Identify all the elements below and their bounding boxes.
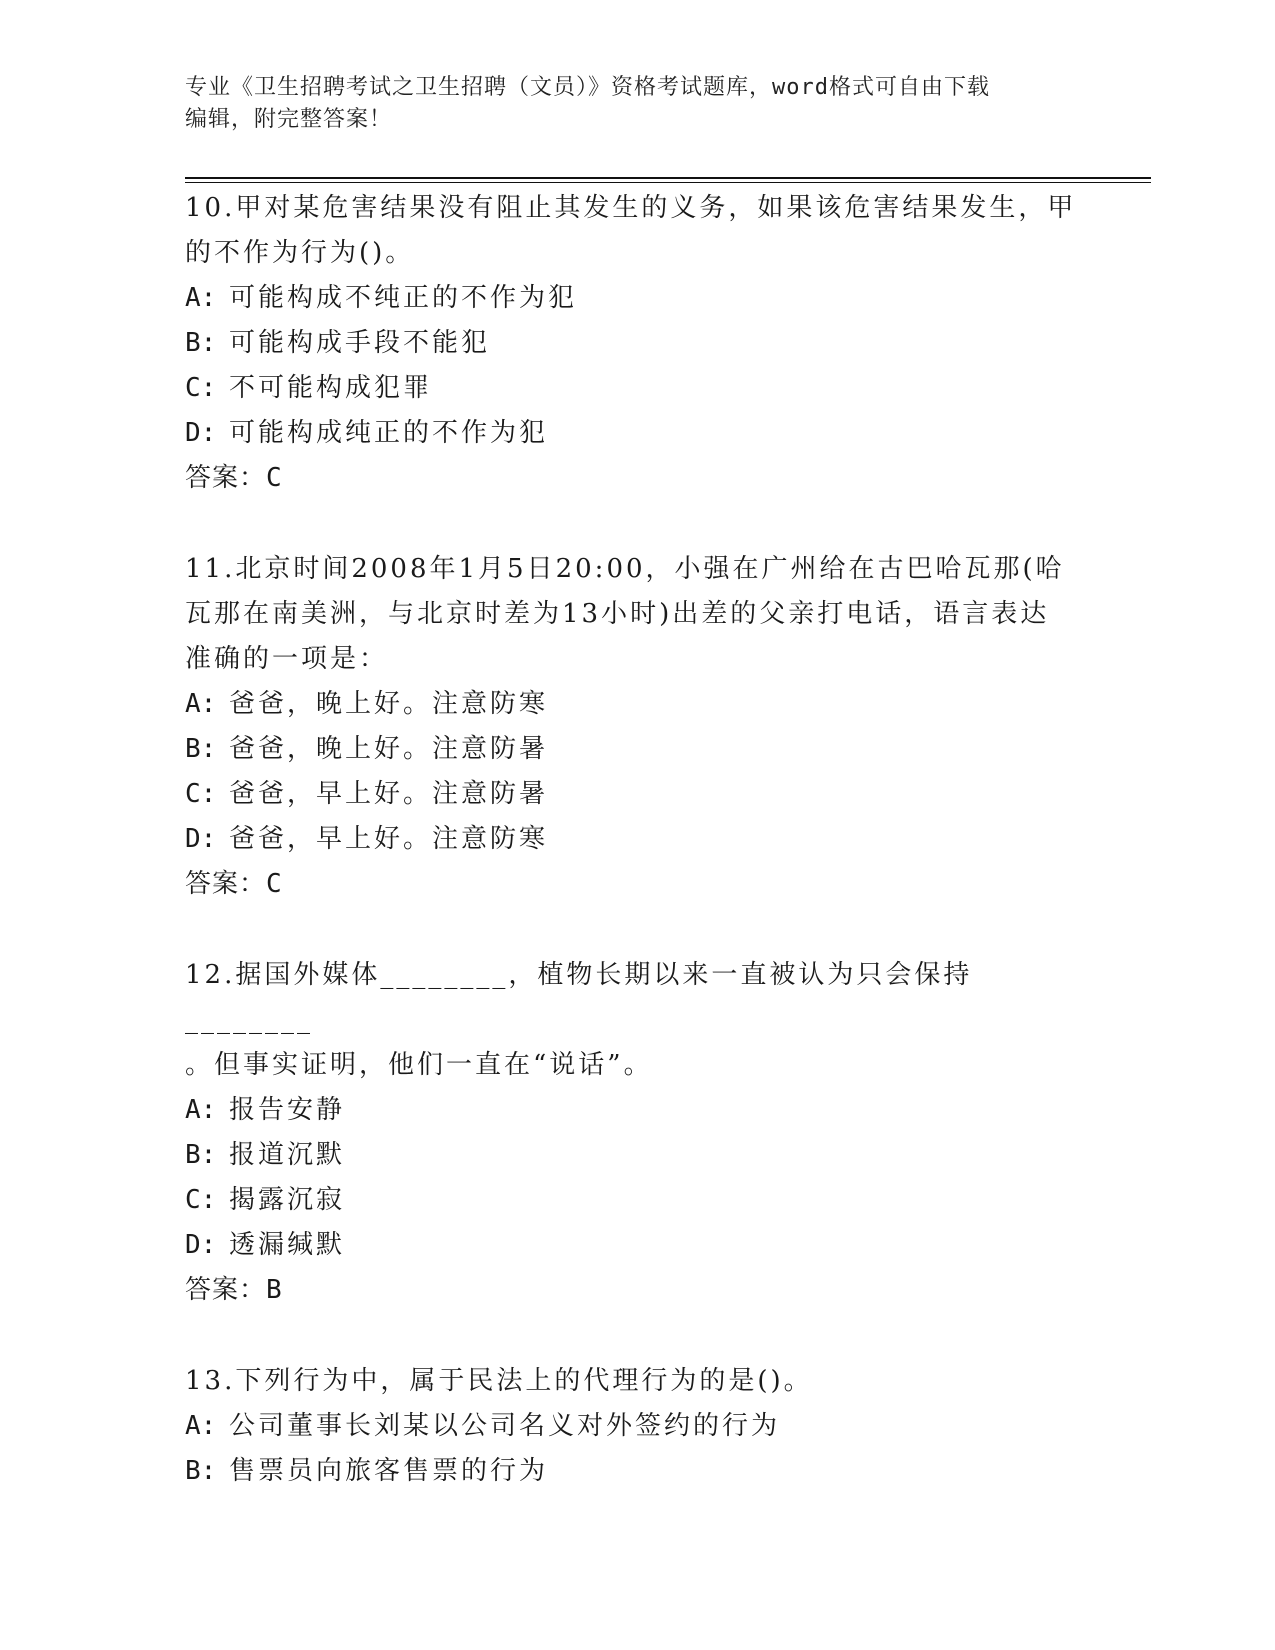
option-text: 售票员向旅客售票的行为 bbox=[229, 1456, 549, 1486]
option-text: 公司董事长刘某以公司名义对外签约的行为 bbox=[229, 1411, 781, 1441]
option-d bbox=[185, 1223, 1085, 1268]
answer-value: C bbox=[266, 869, 283, 899]
option-text: 爸爸，晚上好。注意防暑 bbox=[229, 734, 549, 764]
answer-line bbox=[185, 1268, 1085, 1313]
option-text: 爸爸，早上好。注意防寒 bbox=[229, 824, 549, 854]
header-rule-thin bbox=[185, 182, 1151, 183]
question-stem-line: 11.北京时间2008年1月5日20:00，小强在广州给在古巴哈瓦那(哈 bbox=[185, 554, 1065, 584]
option-c bbox=[185, 366, 1085, 411]
answer-line bbox=[185, 456, 1085, 501]
question-spacer bbox=[185, 907, 1085, 953]
answer-label: 答案： bbox=[185, 463, 267, 493]
option-letter: B: bbox=[185, 1456, 217, 1486]
option-text: 可能构成纯正的不作为犯 bbox=[229, 418, 549, 448]
question-stem-line: 13.下列行为中，属于民法上的代理行为的是()。 bbox=[185, 1366, 813, 1396]
option-letter: C: bbox=[185, 1185, 217, 1215]
question-stem-line: 准确的一项是： bbox=[185, 644, 389, 674]
option-text: 可能构成不纯正的不作为犯 bbox=[229, 283, 578, 313]
option-d bbox=[185, 411, 1085, 456]
question-stem-line: 10.甲对某危害结果没有阻止其发生的义务，如果该危害结果发生，甲 bbox=[185, 193, 1077, 223]
option-d bbox=[185, 817, 1085, 862]
answer-label: 答案： bbox=[185, 1275, 267, 1305]
option-letter: D: bbox=[185, 1230, 217, 1260]
option-a bbox=[185, 1404, 1085, 1449]
option-letter: B: bbox=[185, 734, 217, 764]
option-text: 可能构成手段不能犯 bbox=[229, 328, 491, 358]
answer-label: 答案： bbox=[185, 869, 267, 899]
option-c bbox=[185, 772, 1085, 817]
option-letter: A: bbox=[185, 1095, 217, 1125]
option-letter: C: bbox=[185, 779, 217, 809]
option-c bbox=[185, 1178, 1085, 1223]
option-letter: B: bbox=[185, 328, 217, 358]
question-list bbox=[185, 186, 1085, 1494]
answer-value: B bbox=[266, 1275, 283, 1305]
question-12 bbox=[185, 953, 1085, 1313]
option-letter: C: bbox=[185, 373, 217, 403]
question-stem-line: 。但事实证明，他们一直在“说话”。 bbox=[185, 1050, 653, 1080]
option-a bbox=[185, 682, 1085, 727]
question-10 bbox=[185, 186, 1085, 501]
question-stem-line: 12.据国外媒体________，植物长期以来一直被认为只会保持________ bbox=[185, 960, 973, 1035]
option-text: 报告安静 bbox=[229, 1095, 346, 1125]
option-letter: A: bbox=[185, 689, 217, 719]
question-stem-line: 瓦那在南美洲，与北京时差为13小时)出差的父亲打电话，语言表达 bbox=[185, 599, 1050, 629]
option-a bbox=[185, 276, 1085, 321]
option-letter: A: bbox=[185, 1411, 217, 1441]
document-header bbox=[185, 72, 1065, 136]
answer-line bbox=[185, 862, 1085, 907]
option-b bbox=[185, 1133, 1085, 1178]
question-13 bbox=[185, 1359, 1085, 1494]
question-spacer bbox=[185, 501, 1085, 547]
option-a bbox=[185, 1088, 1085, 1133]
option-text: 爸爸，早上好。注意防暑 bbox=[229, 779, 549, 809]
header-line-1: 专业《卫生招聘考试之卫生招聘（文员）》资格考试题库，word格式可自由下载 bbox=[185, 75, 990, 100]
option-letter: A: bbox=[185, 283, 217, 313]
option-b bbox=[185, 321, 1085, 366]
option-text: 不可能构成犯罪 bbox=[229, 373, 433, 403]
question-spacer bbox=[185, 1313, 1085, 1359]
header-rule-thick bbox=[185, 177, 1151, 179]
option-b bbox=[185, 727, 1085, 772]
option-text: 爸爸，晚上好。注意防寒 bbox=[229, 689, 549, 719]
option-b bbox=[185, 1449, 1085, 1494]
question-11 bbox=[185, 547, 1085, 907]
option-text: 报道沉默 bbox=[229, 1140, 346, 1170]
header-line-2: 编辑，附完整答案！ bbox=[185, 107, 393, 132]
option-letter: D: bbox=[185, 824, 217, 854]
option-letter: B: bbox=[185, 1140, 217, 1170]
option-text: 揭露沉寂 bbox=[229, 1185, 346, 1215]
question-stem-line: 的不作为行为()。 bbox=[185, 238, 415, 268]
answer-value: C bbox=[266, 463, 283, 493]
option-text: 透漏缄默 bbox=[229, 1230, 346, 1260]
option-letter: D: bbox=[185, 418, 217, 448]
